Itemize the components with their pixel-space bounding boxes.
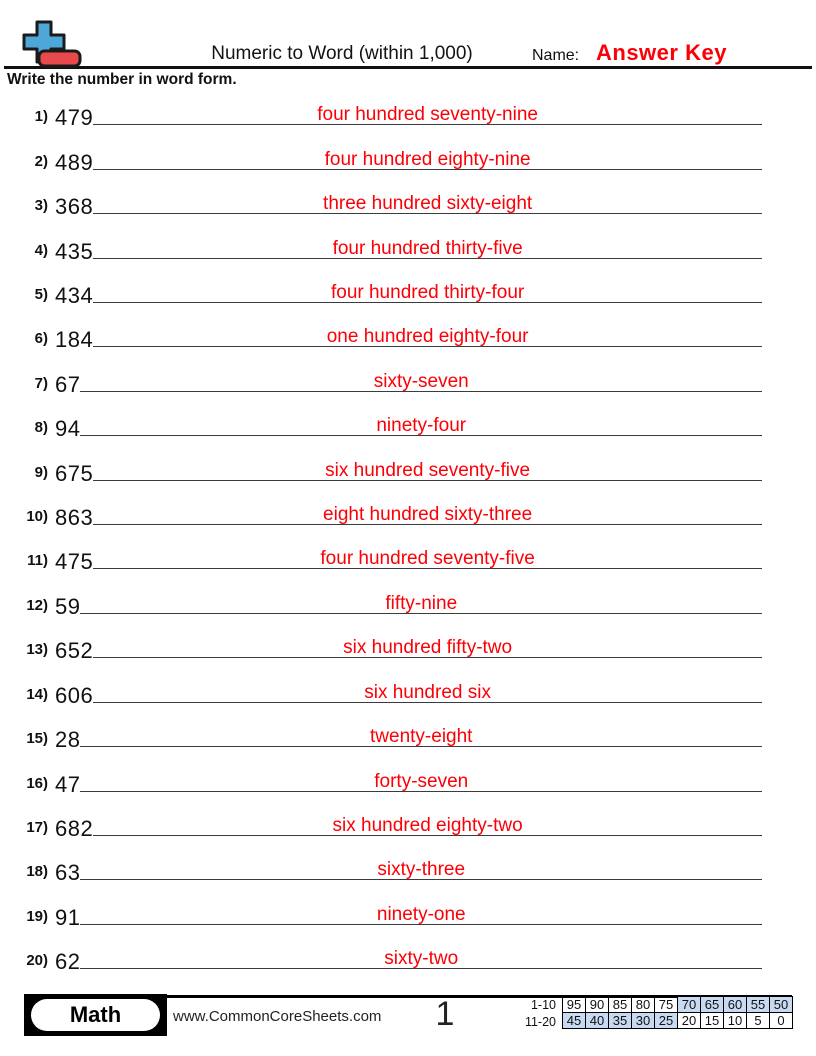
answer-text: four hundred thirty-four (330, 282, 525, 304)
plus-minus-icon (20, 20, 84, 70)
problem-number: 3) (34, 197, 48, 215)
problem-row (22, 347, 762, 397)
problem-value: 475 (55, 549, 94, 575)
problem-number: 20) (26, 952, 48, 970)
answer-line (93, 549, 762, 569)
problem-row (22, 481, 762, 531)
problem-row (22, 214, 762, 264)
problem-number: 1) (34, 108, 48, 126)
answer-text: six hundred fifty-two (343, 637, 513, 659)
answer-line (93, 638, 762, 658)
score-cell: 0 (770, 1013, 793, 1029)
problem-value: 47 (55, 771, 81, 797)
answer-text: six hundred six (364, 681, 491, 703)
problem-number: 13) (26, 641, 48, 659)
problem-row (22, 792, 762, 841)
score-cell: 55 (747, 997, 770, 1013)
answer-text: forty-seven (374, 770, 469, 792)
problem-number: 10) (26, 508, 48, 526)
answer-line (80, 594, 762, 614)
problem-value: 63 (55, 860, 81, 886)
score-cell: 60 (724, 997, 747, 1013)
subject-badge-label: Math (31, 999, 160, 1031)
instruction-text: Write the number in word form. (7, 71, 237, 88)
problem-value: 489 (55, 149, 94, 175)
problem-row (22, 703, 762, 753)
answer-line (93, 283, 762, 303)
score-cell: 65 (701, 997, 724, 1013)
score-range-labels (490, 997, 556, 1030)
score-table (562, 996, 793, 1029)
answer-text: ninety-one (376, 903, 466, 925)
website-text: www.CommonCoreSheets.com (173, 1008, 382, 1025)
problem-value: 91 (55, 904, 81, 930)
answer-line (80, 905, 762, 925)
problem-row (22, 747, 762, 797)
answer-line (93, 683, 762, 703)
problem-row (22, 880, 762, 930)
answer-text: sixty-two (384, 948, 459, 970)
problem-row (22, 614, 762, 664)
answer-text: sixty-seven (373, 370, 469, 392)
answer-text: one hundred eighty-four (326, 326, 529, 348)
subject-badge (24, 994, 167, 1036)
answer-line (93, 461, 762, 481)
problem-number: 6) (34, 330, 48, 348)
problem-value: 479 (55, 105, 94, 131)
problem-value: 682 (55, 815, 94, 841)
problem-value: 675 (55, 460, 94, 486)
score-cell: 30 (632, 1013, 655, 1029)
score-cell: 85 (609, 997, 632, 1013)
problem-value: 434 (55, 283, 94, 309)
score-cell: 40 (586, 1013, 609, 1029)
answer-line (93, 505, 762, 525)
answer-line (93, 327, 762, 347)
answer-text: eight hundred sixty-three (323, 504, 533, 526)
problem-row (22, 436, 762, 486)
answer-key-text: Answer Key (596, 40, 727, 65)
answer-text: twenty-eight (370, 726, 473, 748)
problem-row (22, 259, 762, 309)
answer-text: four hundred seventy-five (320, 548, 535, 570)
score-cell: 70 (678, 997, 701, 1013)
score-cell: 35 (609, 1013, 632, 1029)
answer-line (93, 194, 762, 214)
problem-row (22, 569, 762, 619)
score-cell: 45 (563, 1013, 586, 1029)
problem-row (22, 658, 762, 708)
problem-value: 863 (55, 505, 94, 531)
problems-list (22, 81, 762, 975)
answer-text: three hundred sixty-eight (323, 193, 533, 215)
answer-line (80, 860, 762, 880)
problem-value: 67 (55, 371, 81, 397)
problem-row (22, 81, 762, 131)
answer-line (93, 105, 762, 125)
problem-number: 8) (34, 419, 48, 437)
problem-value: 184 (55, 327, 94, 353)
answer-text: fifty-nine (385, 592, 458, 614)
answer-line (80, 949, 762, 969)
problem-number: 14) (26, 685, 48, 703)
answer-line (93, 816, 762, 836)
answer-text: six hundred eighty-two (332, 814, 523, 836)
problem-row (22, 392, 762, 442)
answer-line (93, 150, 762, 170)
problem-value: 62 (55, 949, 81, 975)
problem-value: 94 (55, 416, 81, 442)
problem-value: 59 (55, 593, 81, 619)
score-cell: 50 (770, 997, 793, 1013)
answer-text: four hundred eighty-nine (324, 148, 531, 170)
score-cell: 20 (678, 1013, 701, 1029)
problem-number: 11) (27, 552, 48, 570)
score-cell: 5 (747, 1013, 770, 1029)
plus-minus-logo (20, 20, 84, 75)
answer-line (80, 772, 762, 792)
problem-row (22, 925, 762, 975)
header-divider (4, 66, 812, 69)
problem-number: 19) (26, 907, 48, 925)
name-label: Name: (532, 47, 580, 64)
problem-value: 28 (55, 727, 81, 753)
score-cell: 75 (655, 997, 678, 1013)
problem-number: 7) (34, 374, 48, 392)
page-number: 1 (435, 995, 455, 1033)
worksheet-title: Numeric to Word (within 1,000) (211, 43, 473, 64)
problem-number: 16) (26, 774, 48, 792)
problem-value: 368 (55, 194, 94, 220)
score-cell: 95 (563, 997, 586, 1013)
problem-value: 435 (55, 238, 94, 264)
score-range-top: 1-10 (530, 998, 556, 1012)
problem-number: 2) (34, 152, 48, 170)
problem-number: 4) (34, 241, 48, 259)
problem-row (22, 525, 762, 575)
score-cell: 80 (632, 997, 655, 1013)
problem-number: 12) (26, 596, 48, 614)
score-cell: 10 (724, 1013, 747, 1029)
answer-text: four hundred thirty-five (332, 237, 523, 259)
score-cell: 90 (586, 997, 609, 1013)
answer-line (93, 239, 762, 259)
problem-number: 9) (34, 463, 48, 481)
minus-icon (39, 51, 80, 66)
problem-value: 606 (55, 682, 94, 708)
problem-row (22, 303, 762, 353)
problem-number: 18) (26, 863, 48, 881)
problem-row (22, 170, 762, 220)
score-range-bottom: 11-20 (524, 1014, 556, 1029)
answer-text: six hundred seventy-five (325, 459, 531, 481)
answer-text: ninety-four (376, 415, 467, 437)
answer-line (80, 372, 762, 392)
problem-row (22, 125, 762, 175)
answer-line (80, 727, 762, 747)
problem-number: 17) (26, 818, 48, 836)
problem-row (22, 836, 762, 886)
problem-value: 652 (55, 638, 94, 664)
answer-text: sixty-three (377, 859, 466, 881)
problem-number: 5) (34, 286, 48, 304)
score-cell: 25 (655, 1013, 678, 1029)
score-cell: 15 (701, 1013, 724, 1029)
answer-line (80, 416, 762, 436)
problem-number: 15) (26, 730, 48, 748)
answer-text: four hundred seventy-nine (317, 104, 538, 126)
